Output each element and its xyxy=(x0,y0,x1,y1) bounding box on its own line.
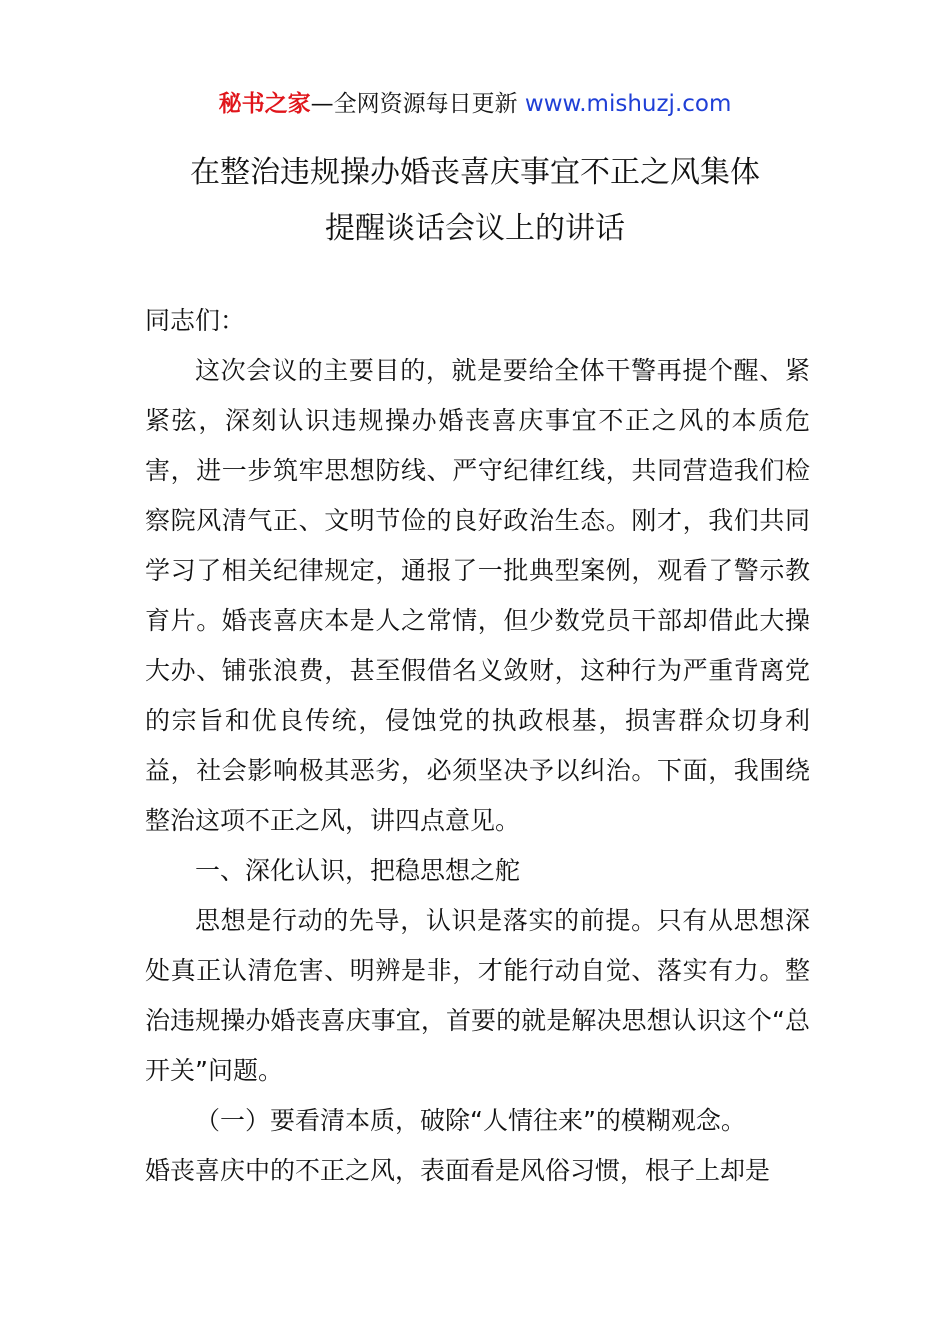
document-body xyxy=(145,296,810,1196)
site-header xyxy=(0,88,950,120)
subsection-paragraph-1: 婚丧喜庆中的不正之风，表面看是风俗习惯，根子上却是 xyxy=(145,1156,771,1185)
subsection-heading-1: （一）要看清本质，破除“人情往来”的模糊观念。 xyxy=(195,1106,746,1135)
site-name: 秘书之家 xyxy=(218,91,311,117)
title-line-2: 提醒谈话会议上的讲话 xyxy=(325,211,625,246)
salutation: 同志们： xyxy=(145,306,246,335)
intro-paragraph: 这次会议的主要目的，就是要给全体干警再提个醒、紧紧弦，深刻认识违规操办婚丧喜庆事宜不正之风的本质危害，进一步筑牢思想防线、严守纪律红线，共同营造我们检察院风清气正、文明节俭的良好政治生态。刚才，我们共同学习了相关纪律规定，通报了一批典型案例，观看了警示教育片。婚丧喜庆本是人之常情，但少数党员干部却借此大操大办、铺张浪费，甚至假借名义敛财，这种行为严重背离党的宗旨和优良传统，侵蚀党的执政根基，损害群众切身利益，社会影响极其恶劣，必须坚决予以纠治。下面，我围绕整治这项不正之风，讲四点意见。 xyxy=(145,356,810,835)
site-tagline: —全网资源每日更新 xyxy=(310,91,518,117)
section-paragraph-1: 思想是行动的先导，认识是落实的前提。只有从思想深处真正认清危害、明辨是非，才能行动自觉、落实有力。整治违规操办婚丧喜庆事宜，首要的就是解决思想认识这个“总开关”问题。 xyxy=(145,906,810,1085)
document-title xyxy=(0,145,950,257)
title-line-1: 在整治违规操办婚丧喜庆事宜不正之风集体 xyxy=(190,155,760,190)
section-heading-1: 一、深化认识，把稳思想之舵 xyxy=(195,856,521,885)
site-url-link[interactable]: www.mishuzj.com xyxy=(524,91,732,117)
